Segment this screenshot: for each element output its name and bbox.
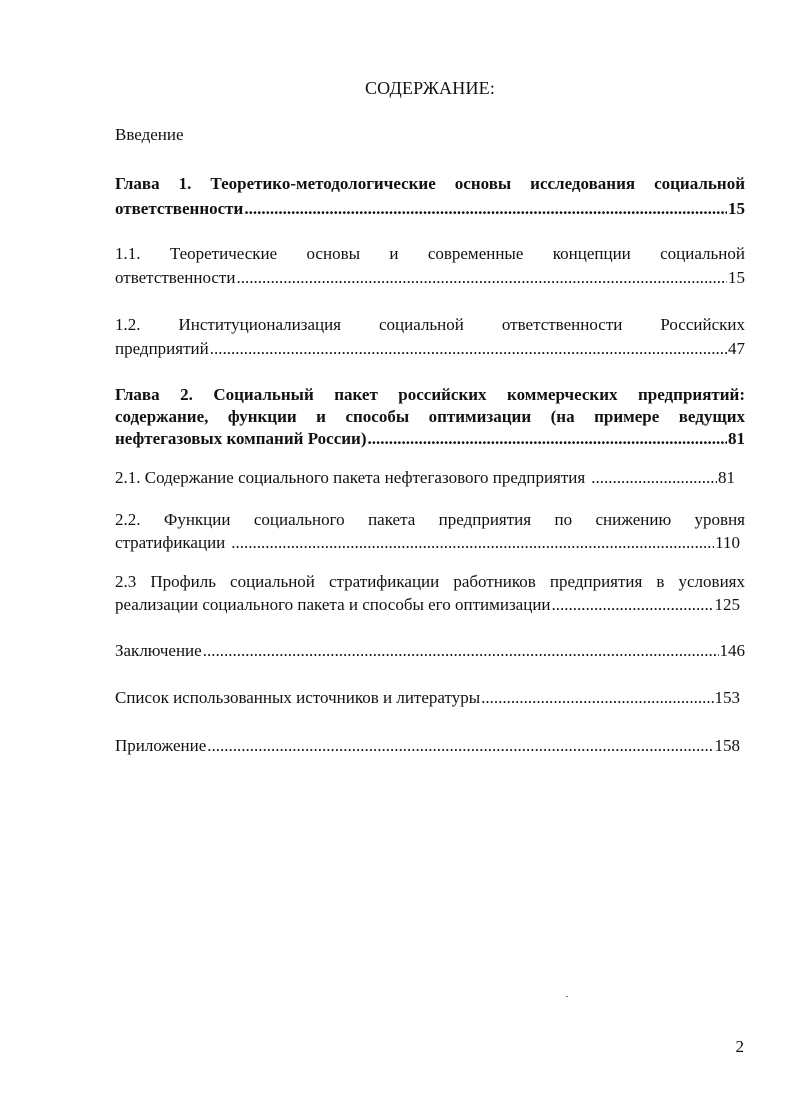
toc-entry-label: нефтегазовых компаний России) <box>115 429 367 448</box>
toc-entry-label: 1.1. Теоретические основы и современные концепции социальной <box>115 244 745 263</box>
toc-entry-label: Список использованных источников и литературы <box>115 688 481 707</box>
toc-entry-label: 2.2. Функции социального пакета предприятия по снижению уровня <box>115 510 745 529</box>
toc-page-number: 47 <box>728 339 745 358</box>
dot-leader <box>210 338 727 360</box>
dot-leader <box>552 594 714 616</box>
toc-entry-label: 2.3 Профиль социальной стратификации работников предприятия в условиях <box>115 572 745 591</box>
toc-entry-label: стратификации <box>115 533 226 552</box>
toc-entry-intro <box>115 124 745 146</box>
dot-leader <box>591 467 717 489</box>
toc-entry-conclusion <box>115 640 745 662</box>
toc-entry-label: Приложение <box>115 736 207 755</box>
toc-entry-label: содержание, функции и способы оптимизации (на примере ведущих <box>115 407 745 426</box>
dot-leader <box>244 198 727 220</box>
toc-page-number: 125 <box>714 595 740 614</box>
toc-entry-section-2-3 <box>115 571 745 616</box>
dot-leader <box>231 532 714 554</box>
toc-page-number: 81 <box>718 468 735 487</box>
toc-entry-label: 1.2. Институционализация социальной ответственности Российских <box>115 315 745 334</box>
toc-page-number: 146 <box>719 641 745 660</box>
toc-entry-sources <box>115 687 745 709</box>
toc-page-number: 110 <box>715 533 740 552</box>
toc-entry-chapter-1 <box>115 173 745 220</box>
toc-entry-section-1-1 <box>115 243 745 289</box>
dot-leader <box>368 428 728 450</box>
toc-page-number: 15 <box>728 199 745 218</box>
toc-page-number: 81 <box>728 429 745 448</box>
toc-entry-label: Глава 2. Социальный пакет российских коммерческих предприятий: <box>115 385 745 404</box>
scan-speck <box>566 996 568 997</box>
toc-entry-section-2-2 <box>115 509 745 554</box>
dot-leader <box>203 640 719 662</box>
toc-page-number: 153 <box>714 688 740 707</box>
toc-entry-chapter-2 <box>115 384 745 450</box>
page-number: 2 <box>735 1037 744 1056</box>
dot-leader <box>207 735 713 757</box>
toc-entry-label: Введение <box>115 125 184 144</box>
toc-entry-label: реализации социального пакета и способы его оптимизации <box>115 595 551 614</box>
dot-leader <box>236 267 727 289</box>
toc-entry-label: Глава 1. Теоретико-методологические основы исследования социальной <box>115 174 745 193</box>
toc-page-number: 15 <box>728 268 745 287</box>
dot-leader <box>481 687 713 709</box>
toc-entry-section-2-1 <box>115 467 745 489</box>
toc-entry-appendix <box>115 735 745 757</box>
toc-entry-label: ответственности <box>115 268 236 287</box>
toc-entry-label: 2.1. Содержание социального пакета нефтегазового предприятия <box>115 468 586 487</box>
toc-entry-label: Заключение <box>115 641 202 660</box>
toc-page-number: 158 <box>714 736 740 755</box>
toc-entry-section-1-2 <box>115 314 745 360</box>
toc-entry-label: ответственности <box>115 199 244 218</box>
page-title: СОДЕРЖАНИЕ: <box>364 78 496 98</box>
toc-entry-label: предприятий <box>115 339 209 358</box>
